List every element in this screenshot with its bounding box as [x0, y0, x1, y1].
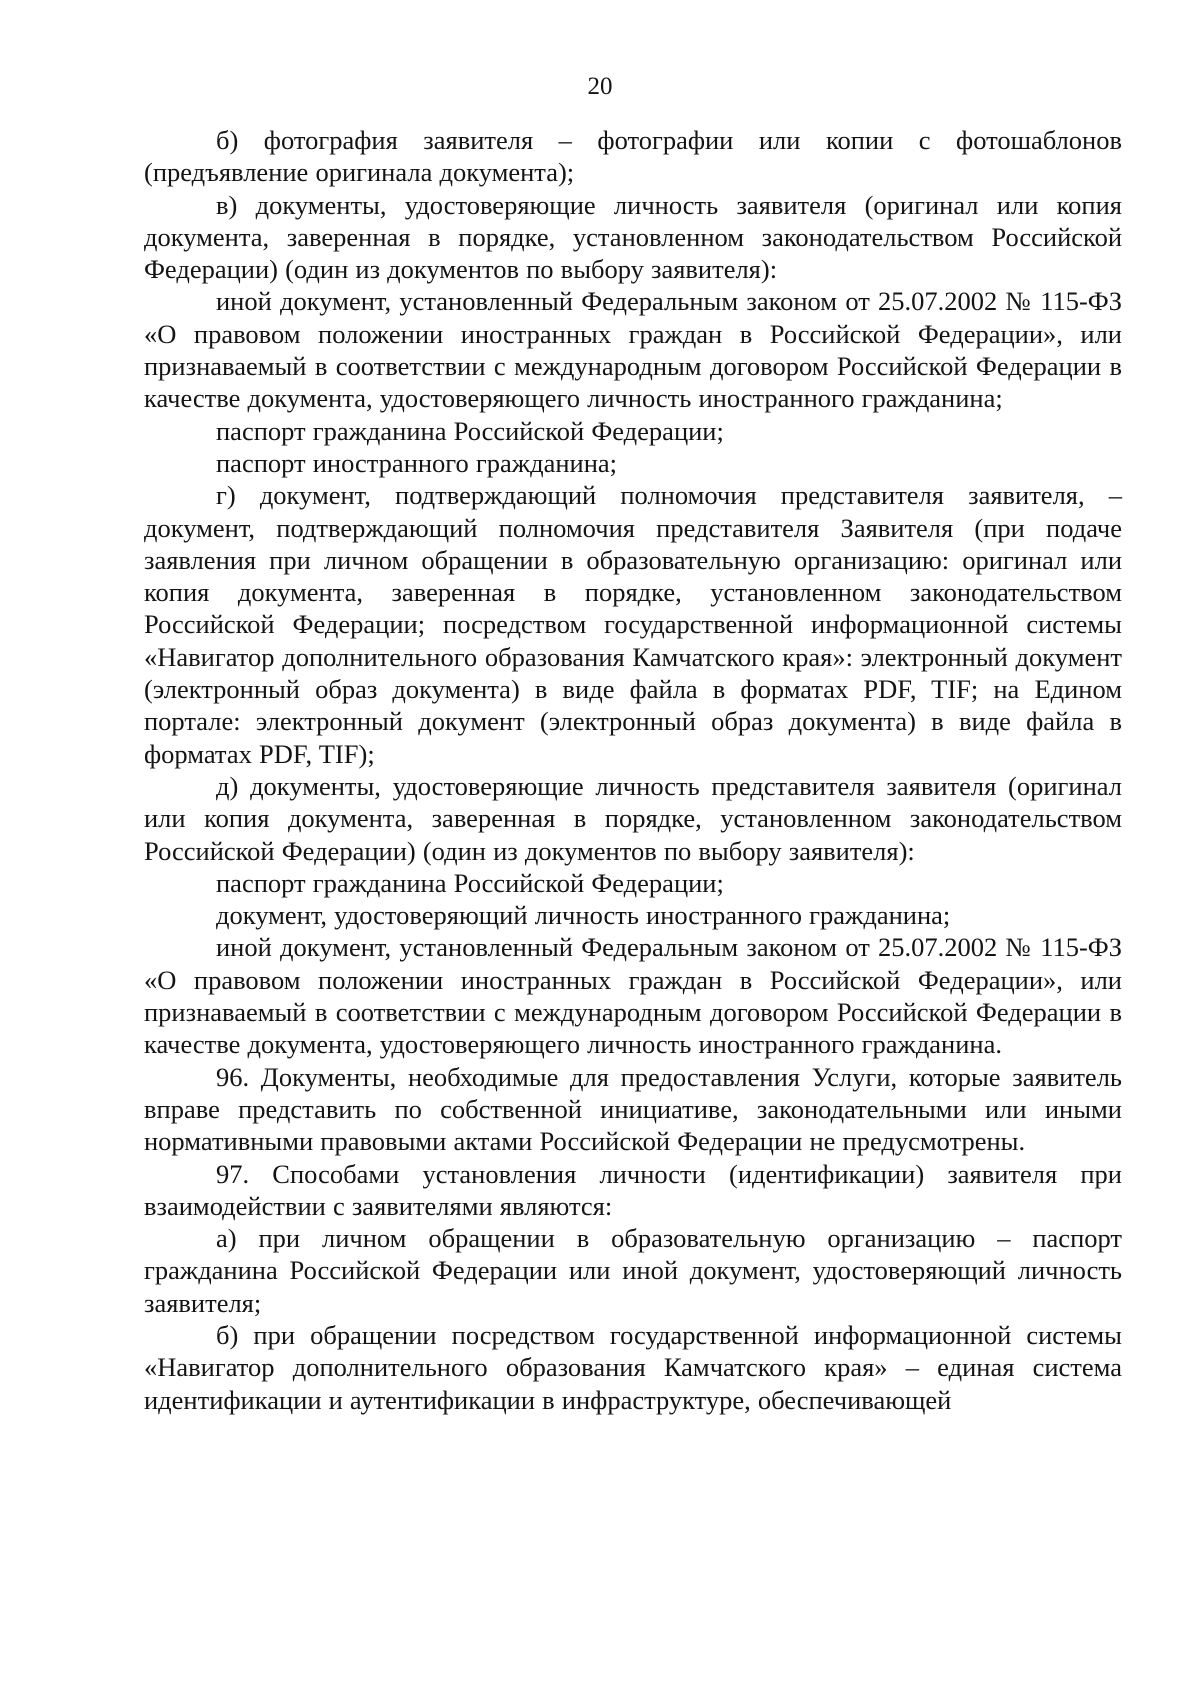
paragraph-foreign-passport: паспорт иностранного гражданина;	[216, 447, 617, 478]
paragraph-other-document-law-2: иной документ, установленный Федеральным законом от 25.07.2002 № 115-ФЗ «О правовом положении иностранных граждан в Российской Федерации», или признаваемый в соответствии с международным договором Российской Федерации в качестве документа, удостоверяющего личность иностранного гражданина.	[144, 932, 1122, 1060]
paragraph-other-document-law: иной документ, установленный Федеральным законом от 25.07.2002 № 115-ФЗ «О правовом положении иностранных граждан в Российской Федерации», или признаваемый в соответствии с международным договором Российской Федерации в качестве документа, удостоверяющего личность иностранного гражданина;	[144, 286, 1122, 414]
paragraph-97: 97. Способами установления личности (идентификации) заявителя при взаимодействии с заявителями являются:	[144, 1158, 1122, 1221]
paragraph-foreign-id-doc: документ, удостоверяющий личность иностранного гражданина;	[216, 900, 951, 931]
document-body	[144, 124, 1122, 1416]
paragraph-item-b-navigator: б) при обращении посредством государственной информационной системы «Навигатор дополнительного образования Камчатского края» – единая система идентификации и аутентификации в инфраструктуре, обеспечивающей	[144, 1319, 1122, 1415]
paragraph-rf-passport-2: паспорт гражданина Российской Федерации;	[216, 867, 724, 898]
paragraph-item-d-representative-docs: д) документы, удостоверяющие личность представителя заявителя (оригинал или копия документа, заверенная в порядке, установленном законодательством Российской Федерации) (один из документов по выбору заявителя):	[144, 770, 1122, 866]
paragraph-96: 96. Документы, необходимые для предоставления Услуги, которые заявитель вправе представить по собственной инициативе, законодательными или иными нормативными правовыми актами Российской Федерации не предусмотрены.	[144, 1061, 1122, 1157]
paragraph-item-g-authority-doc: г) документ, подтверждающий полномочия представителя заявителя, – документ, подтверждающий полномочия представителя Заявителя (при подаче заявления при личном обращении в образовательную организацию: оригинал или копия документа, заверенная в порядке, установленном законодательством Российской Федерации; посредством государственной информационной системы «Навигатор дополнительного образования Камчатского края»: электронный документ (электронный образ документа) в виде файла в форматах PDF, TIF; на Едином портале: электронный документ (электронный образ документа) в виде файла в форматах PDF, TIF);	[144, 480, 1122, 769]
page-number: 20	[587, 73, 613, 100]
paragraph-rf-passport: паспорт гражданина Российской Федерации;	[216, 415, 724, 446]
paragraph-item-b-photo: б) фотография заявителя – фотографии или копии с фотошаблонов (предъявление оригинала документа);	[144, 125, 1122, 188]
paragraph-item-v-identity-docs: в) документы, удостоверяющие личность заявителя (оригинал или копия документа, заверенная в порядке, установленном законодательством Российской Федерации) (один из документов по выбору заявителя):	[144, 189, 1122, 285]
paragraph-item-a-personal-visit: а) при личном обращении в образовательную организацию – паспорт гражданина Российской Федерации или иной документ, удостоверяющий личность заявителя;	[144, 1223, 1122, 1318]
